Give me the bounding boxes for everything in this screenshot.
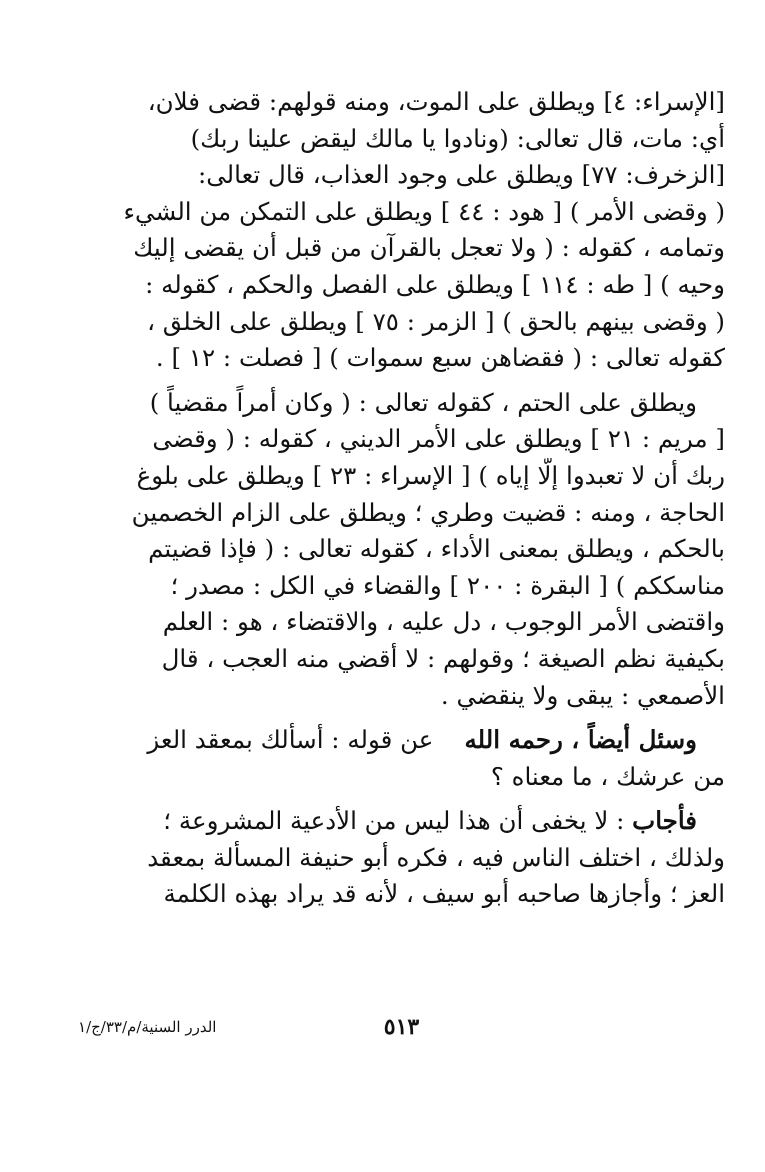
source-reference: الدرر السنية/م/٣٣/ج/١ bbox=[78, 1018, 217, 1036]
text-line bbox=[78, 803, 725, 840]
page-footer bbox=[78, 1014, 725, 1044]
text-line: مناسككم ) [ البقرة : ٢٠٠ ] والقضاء في الكل : مصدر ؛ bbox=[170, 570, 725, 600]
page-body bbox=[78, 84, 725, 913]
paragraph-2 bbox=[78, 385, 725, 714]
text-line: وحيه ) [ طه : ١١٤ ] ويطلق على الفصل والحكم ، كقوله : bbox=[145, 269, 725, 299]
answer-text: : لا يخفى أن هذا ليس من الأدعية المشروعة ؛ bbox=[163, 806, 625, 836]
text-line: واقتضى الأمر الوجوب ، دل عليه ، والاقتضاء ، هو : العلم bbox=[162, 607, 725, 637]
text-line: ربك أن لا تعبدوا إلّا إياه ) [ الإسراء : ٢٣ ] ويطلق على بلوغ bbox=[136, 460, 725, 490]
text-line: ( وقضى الأمر ) [ هود : ٤٤ ] ويطلق على التمكن من الشيء bbox=[123, 196, 725, 226]
text-line: كقوله تعالى : ( فقضاهن سبع سموات ) [ فصلت : ١٢ ] . bbox=[155, 343, 725, 373]
text-line: من عرشك ، ما معناه ؟ bbox=[490, 761, 725, 791]
text-line: الأصمعي : يبقى ولا ينقضي . bbox=[440, 680, 725, 710]
text-line: [الزخرف: ٧٧] ويطلق على وجود العذاب، قال تعالى: bbox=[197, 160, 725, 190]
text-line: [ مريم : ٢١ ] ويطلق على الأمر الديني ، كقوله : ( وقضى bbox=[152, 424, 725, 454]
paragraph-4 bbox=[78, 803, 725, 913]
question-lead: وسئل أيضاً ، رحمه الله bbox=[464, 725, 697, 755]
text-line bbox=[78, 722, 725, 759]
text-line: ( وقضى بينهم بالحق ) [ الزمر : ٧٥ ] ويطلق على الخلق ، bbox=[147, 306, 725, 336]
paragraph-3 bbox=[78, 722, 725, 795]
text-line: ولذلك ، اختلف الناس فيه ، فكره أبو حنيفة المسألة بمعقد bbox=[147, 842, 725, 872]
text-line: بالحكم ، ويطلق بمعنى الأداء ، كقوله تعالى : ( فإذا قضيتم bbox=[148, 534, 725, 564]
text-line: وتمامه ، كقوله : ( ولا تعجل بالقرآن من قبل أن يقضى إليك bbox=[133, 233, 725, 263]
text-line: [الإسراء: ٤] ويطلق على الموت، ومنه قولهم: قضى فلان، bbox=[147, 87, 725, 116]
question-text: عن قوله : أسألك بمعقد العز bbox=[147, 725, 434, 755]
text-line: أي: مات، قال تعالى: (ونادوا يا مالك ليقض علينا ربك) bbox=[190, 123, 725, 153]
page-number: ٥١٣ bbox=[383, 1014, 420, 1040]
text-line: بكيفية نظم الصيغة ؛ وقولهم : لا أقضي منه العجب ، قال bbox=[161, 643, 725, 673]
answer-lead: فأجاب bbox=[632, 806, 697, 836]
text-line: العز ؛ وأجازها صاحبه أبو سيف ، لأنه قد يراد بهذه الكلمة bbox=[163, 879, 725, 909]
paragraph-1 bbox=[78, 84, 725, 377]
text-line: الحاجة ، ومنه : قضيت وطري ؛ ويطلق على الزام الخصمين bbox=[131, 497, 725, 527]
text-line: ويطلق على الحتم ، كقوله تعالى : ( وكان أمراً مقضياً ) bbox=[149, 387, 697, 417]
